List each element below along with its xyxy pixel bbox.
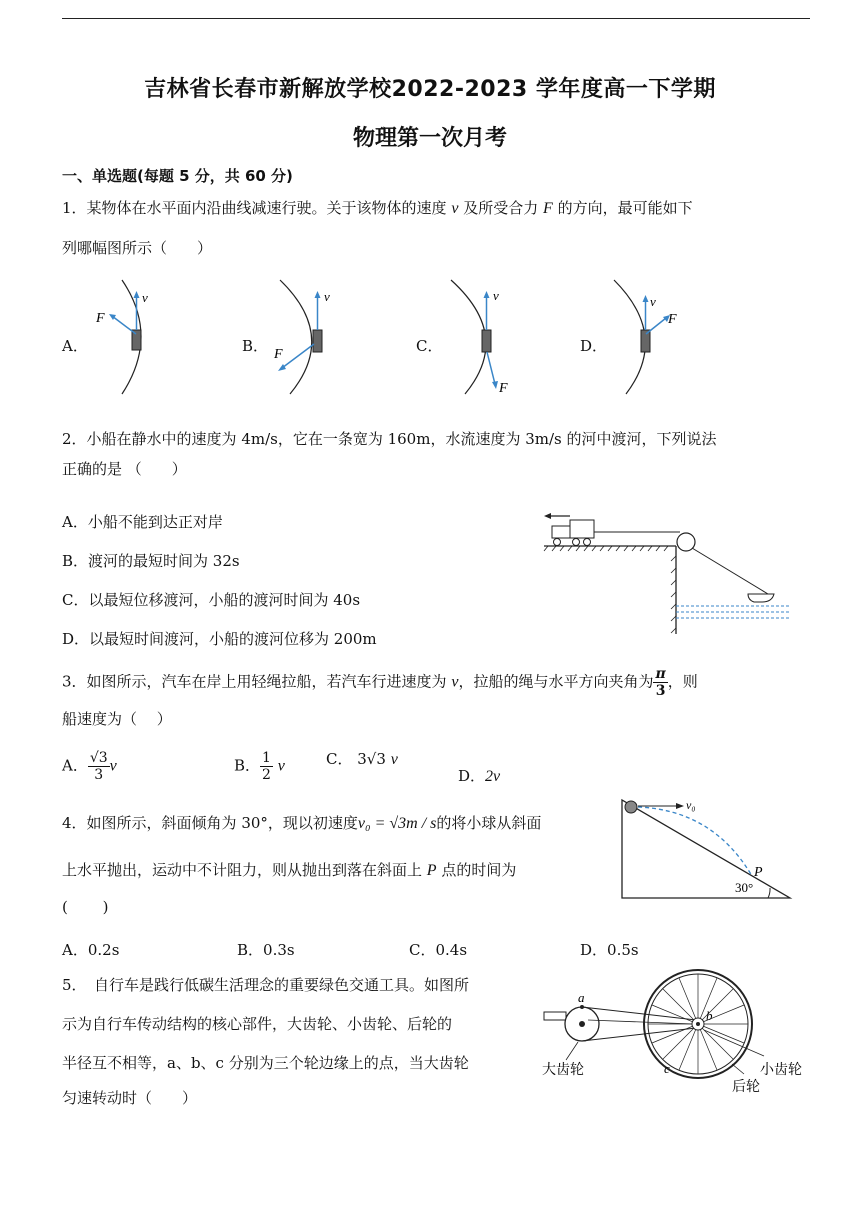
svg-text:v: v xyxy=(650,294,656,309)
q1-option-b-label: B． xyxy=(242,337,269,355)
page-subtitle: 物理第一次月考 xyxy=(352,126,507,151)
question-1-stem-cont: 列哪幅图所示（ ） xyxy=(62,239,213,257)
svg-text:F: F xyxy=(96,311,105,326)
svg-text:30°: 30° xyxy=(735,880,754,895)
q2-option-d: D．以最短时间渡河，小船的渡河位移为 200m xyxy=(62,630,377,648)
question-5-stem-b: 示为自行车传动结构的核心部件，大齿轮、小齿轮、后轮的 xyxy=(62,1015,453,1033)
q3-option-d: D．2v xyxy=(458,767,501,785)
question-3-stem-cont: 船速度为（ ） xyxy=(62,710,172,728)
svg-text:v: v xyxy=(142,290,148,305)
q4-option-c: C．0.4s xyxy=(409,941,468,959)
q1-figure-c xyxy=(445,278,525,398)
q1-figure-d xyxy=(610,278,690,398)
svg-text:F: F xyxy=(668,312,677,327)
car-boat-figure xyxy=(540,506,796,638)
svg-text:P: P xyxy=(754,865,763,880)
question-4-stem-end: ( ) xyxy=(62,898,109,916)
q4-option-a: A．0.2s xyxy=(62,941,120,959)
angle-fraction: $\frac{\pi}{3}$ xyxy=(655,666,666,699)
svg-text:小齿轮: 小齿轮 xyxy=(760,1063,802,1078)
q2-option-c: C．以最短位移渡河，小船的渡河时间为 40s xyxy=(62,591,361,609)
question-5-stem-c: 半径互不相等，a、b、c 分别为三个轮边缘上的点，当大齿轮 xyxy=(62,1054,469,1072)
bicycle-drive-figure xyxy=(538,960,814,1098)
incline-figure xyxy=(618,796,796,902)
q3-option-a: A． $\frac{√3}{3}$ v xyxy=(62,750,117,783)
svg-text:后轮: 后轮 xyxy=(732,1080,760,1095)
top-rule xyxy=(62,18,810,19)
svg-text:c: c xyxy=(664,1061,670,1076)
q3-option-c: C． 3√3 v xyxy=(326,750,398,768)
q2-option-a: A．小船不能到达正对岸 xyxy=(62,513,223,531)
question-2-stem: 2．小船在静水中的速度为 4m/s，它在一条宽为 160m，水流速度为 3m/s 的河中渡河，下列说法 xyxy=(62,430,717,448)
q1-figure-a xyxy=(92,278,172,398)
q4-option-d: D．0.5s xyxy=(580,941,639,959)
svg-text:a: a xyxy=(578,990,585,1005)
svg-text:大齿轮: 大齿轮 xyxy=(542,1063,584,1078)
question-4-stem: 4．如图所示，斜面倾角为 30°，现以初速度v₀ = √3m / s的将小球从斜面 xyxy=(62,814,542,832)
q2-option-b: B．渡河的最短时间为 32s xyxy=(62,552,240,570)
svg-text:F: F xyxy=(274,347,283,362)
svg-text:F: F xyxy=(499,381,508,396)
question-3-stem: 3．如图所示，汽车在岸上用轻绳拉船，若汽车行进速度为 v，拉船的绳与水平方向夹角为 $\frac{\pi}{3}$ ，则 xyxy=(62,666,698,699)
q3-option-b: B． $\frac{1}{2}$ v xyxy=(234,750,285,783)
page-title: 吉林省长春市新解放学校2022-2023 学年度高一下学期 xyxy=(144,77,716,102)
q1-option-c-label: C． xyxy=(416,337,443,355)
question-2-stem-cont: 正确的是 （ ） xyxy=(62,460,187,478)
svg-text:v: v xyxy=(324,289,330,304)
q4-option-b: B．0.3s xyxy=(237,941,295,959)
svg-text:b: b xyxy=(706,1008,713,1023)
question-5-stem: 5． 自行车是践行低碳生活理念的重要绿色交通工具。如图所 xyxy=(62,976,470,994)
svg-text:v: v xyxy=(493,288,499,303)
question-4-stem-cont: 上水平抛出，运动中不计阻力，则从抛出到落在斜面上 P 点的时间为 xyxy=(62,861,517,879)
question-5-stem-d: 匀速转动时（ ） xyxy=(62,1089,198,1107)
q1-option-a-label: A． xyxy=(62,337,88,355)
q1-option-d-label: D． xyxy=(580,337,608,355)
q1-figure-b xyxy=(270,278,350,398)
question-1-stem: 1．某物体在水平面内沿曲线减速行驶。关于该物体的速度 v 及所受合力 F 的方向，最可能如下 xyxy=(62,199,693,217)
svg-text:v₀: v₀ xyxy=(686,798,696,812)
section-heading: 一、单选题(每题 5 分，共 60 分) xyxy=(62,167,293,185)
